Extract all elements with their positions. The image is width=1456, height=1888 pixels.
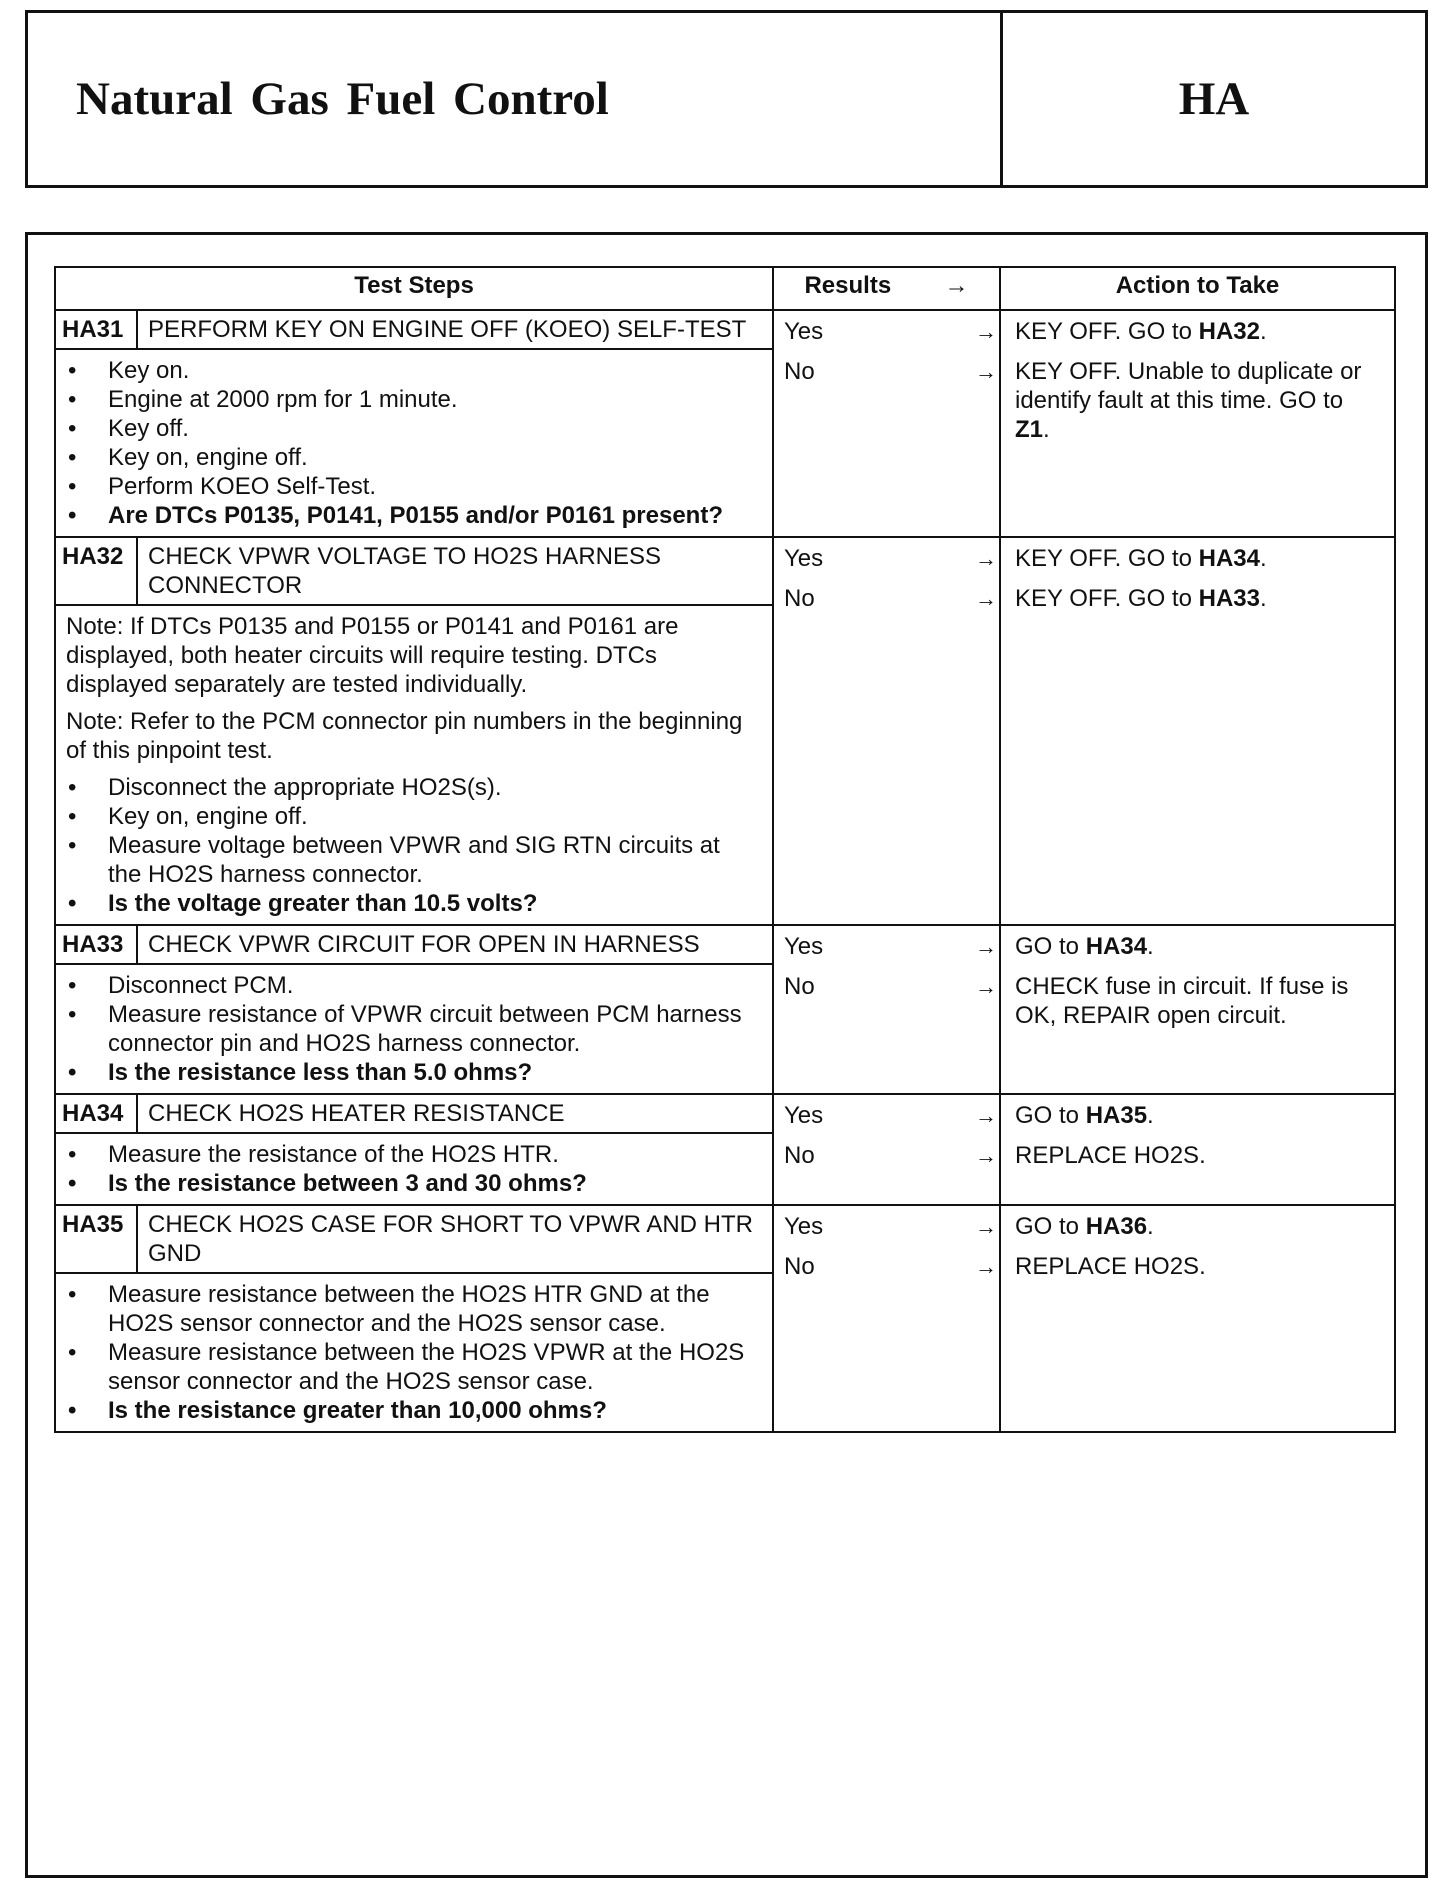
step-bullet-list — [66, 1140, 758, 1198]
result-label: Yes — [784, 1213, 824, 1240]
result-option — [774, 932, 999, 972]
step-title: CHECK HO2S HEATER RESISTANCE — [137, 1094, 773, 1133]
action-cell — [1000, 310, 1395, 537]
step-question: • Is the resistance greater than 10,000 ohms? — [66, 1396, 758, 1425]
step-title-row — [55, 1094, 1395, 1133]
action-text — [1015, 932, 1384, 972]
action-text — [1015, 1101, 1384, 1141]
results-cell — [773, 537, 1000, 925]
arrow-icon: → — [975, 586, 997, 611]
step-id: HA35 — [55, 1205, 137, 1273]
step-reference-link: HA34 — [1085, 933, 1148, 960]
list-item: • Measure resistance between the HO2S HTR GND at the HO2S sensor connector and the HO2S sensor case. — [66, 1280, 758, 1338]
result-option — [774, 584, 999, 624]
step-reference-link: HA35 — [1085, 1102, 1148, 1129]
action-suffix: . — [1259, 545, 1267, 572]
action-instruction: REPLACE HO2S. — [1015, 1253, 1206, 1280]
list-item: • Key off. — [66, 414, 758, 443]
action-text — [1015, 1141, 1384, 1181]
step-reference-link: HA33 — [1198, 585, 1260, 612]
action-instruction: CHECK fuse in circuit. If fuse is OK, REPAIR open circuit. — [1015, 973, 1349, 1029]
list-item: • Disconnect PCM. — [66, 971, 758, 1000]
results-cell — [773, 1205, 1000, 1432]
action-cell — [1000, 1205, 1395, 1432]
page-header — [25, 10, 1428, 188]
list-item: • Measure resistance between the HO2S VPWR at the HO2S sensor connector and the HO2S sensor case. — [66, 1338, 758, 1396]
action-text — [1015, 544, 1384, 584]
result-option — [774, 544, 999, 584]
result-label: Yes — [784, 1102, 824, 1129]
arrow-icon: → — [975, 1143, 997, 1168]
step-bullet-list — [66, 356, 758, 530]
arrow-icon: → — [975, 359, 997, 384]
arrow-icon: → — [944, 272, 969, 299]
list-item: • Measure voltage between VPWR and SIG RTN circuits at the HO2S harness connector. — [66, 831, 758, 889]
step-title: CHECK VPWR VOLTAGE TO HO2S HARNESS CONNECTOR — [137, 537, 773, 605]
table-body — [55, 310, 1395, 1432]
step-bullet-list — [66, 773, 758, 918]
list-item: • Key on. — [66, 356, 758, 385]
action-suffix: . — [1259, 585, 1267, 612]
step-id: HA32 — [55, 537, 137, 605]
step-title: CHECK HO2S CASE FOR SHORT TO VPWR AND HTR GND — [137, 1205, 773, 1273]
step-instructions — [55, 964, 773, 1094]
result-label: No — [784, 585, 815, 612]
list-item: • Disconnect the appropriate HO2S(s). — [66, 773, 758, 802]
action-cell — [1000, 537, 1395, 925]
step-reference-link: HA36 — [1085, 1213, 1148, 1240]
action-suffix: . — [1147, 1213, 1154, 1240]
action-cell — [1000, 925, 1395, 1094]
arrow-icon: → — [975, 1103, 997, 1128]
page-title: Natural Gas Fuel Control — [76, 73, 609, 125]
step-title: PERFORM KEY ON ENGINE OFF (KOEO) SELF-TEST — [137, 310, 773, 349]
list-item: • Perform KOEO Self-Test. — [66, 472, 758, 501]
list-item: • Engine at 2000 rpm for 1 minute. — [66, 385, 758, 414]
step-reference-link: HA34 — [1198, 545, 1260, 572]
arrow-icon: → — [975, 1254, 997, 1279]
list-item: • Measure resistance of VPWR circuit between PCM harness connector pin and HO2S harness connector. — [66, 1000, 758, 1058]
result-option — [774, 1101, 999, 1141]
step-reference-link: Z1 — [1015, 416, 1044, 443]
result-option — [774, 972, 999, 1012]
results-cell — [773, 310, 1000, 537]
result-option — [774, 357, 999, 397]
step-instructions — [55, 1273, 773, 1432]
header-test-steps: Test Steps — [55, 267, 773, 310]
results-cell — [773, 1094, 1000, 1205]
step-id: HA34 — [55, 1094, 137, 1133]
step-id: HA33 — [55, 925, 137, 964]
result-option — [774, 1252, 999, 1292]
action-suffix: . — [1043, 416, 1050, 443]
action-suffix: . — [1147, 933, 1154, 960]
action-text — [1015, 1212, 1384, 1252]
result-option — [774, 1212, 999, 1252]
list-item: • Key on, engine off. — [66, 802, 758, 831]
arrow-icon: → — [975, 974, 997, 999]
action-suffix: . — [1147, 1102, 1154, 1129]
step-bullet-list — [66, 1280, 758, 1425]
action-suffix: . — [1259, 318, 1267, 345]
header-action: Action to Take — [1000, 267, 1395, 310]
step-title-row — [55, 925, 1395, 964]
action-instruction: KEY OFF. Unable to duplicate or identify fault at this time. GO to — [1015, 358, 1362, 414]
result-label: No — [784, 1253, 815, 1280]
step-question: • Is the resistance between 3 and 30 ohms? — [66, 1169, 758, 1198]
action-instruction: KEY OFF. GO to — [1015, 585, 1199, 612]
results-cell — [773, 925, 1000, 1094]
header-results — [773, 267, 1000, 310]
action-instruction: GO to — [1015, 933, 1086, 960]
action-cell — [1000, 1094, 1395, 1205]
action-instruction: KEY OFF. GO to — [1015, 545, 1199, 572]
step-title-row — [55, 537, 1395, 605]
result-label: Yes — [784, 933, 824, 960]
step-title-row — [55, 310, 1395, 349]
step-question: • Is the voltage greater than 10.5 volts? — [66, 889, 758, 918]
action-text — [1015, 317, 1384, 357]
step-id: HA31 — [55, 310, 137, 349]
result-option — [774, 317, 999, 357]
action-instruction: GO to — [1015, 1213, 1086, 1240]
step-question: • Is the resistance less than 5.0 ohms? — [66, 1058, 758, 1087]
test-steps-table — [54, 266, 1396, 1433]
step-title-row — [55, 1205, 1395, 1273]
result-label: No — [784, 358, 815, 385]
table-header-row — [55, 267, 1395, 310]
arrow-icon: → — [975, 934, 997, 959]
action-instruction: GO to — [1015, 1102, 1086, 1129]
header-results-label: Results — [804, 272, 892, 299]
step-question: • Are DTCs P0135, P0141, P0155 and/or P0161 present? — [66, 501, 758, 530]
action-text — [1015, 584, 1384, 624]
step-title: CHECK VPWR CIRCUIT FOR OPEN IN HARNESS — [137, 925, 773, 964]
step-reference-link: HA32 — [1198, 318, 1260, 345]
result-label: No — [784, 1142, 815, 1169]
result-option — [774, 1141, 999, 1181]
action-text — [1015, 1252, 1384, 1292]
action-text — [1015, 972, 1384, 1030]
step-bullet-list — [66, 971, 758, 1087]
arrow-icon: → — [975, 1214, 997, 1239]
step-note: Note: Refer to the PCM connector pin numbers in the beginning of this pinpoint test. — [66, 708, 743, 764]
action-instruction: REPLACE HO2S. — [1015, 1142, 1206, 1169]
action-instruction: KEY OFF. GO to — [1015, 318, 1199, 345]
step-note: Note: If DTCs P0135 and P0155 or P0141 and P0161 are displayed, both heater circuits will require testing. DTCs displayed separately are tested individually. — [66, 613, 679, 698]
result-label: Yes — [784, 545, 824, 572]
list-item: • Measure the resistance of the HO2S HTR. — [66, 1140, 758, 1169]
step-instructions — [55, 1133, 773, 1205]
result-label: No — [784, 973, 815, 1000]
result-label: Yes — [784, 318, 824, 345]
list-item: • Key on, engine off. — [66, 443, 758, 472]
step-instructions — [55, 349, 773, 537]
action-text — [1015, 357, 1384, 444]
arrow-icon: → — [975, 319, 997, 344]
section-code: HA — [1000, 13, 1425, 185]
step-instructions — [55, 605, 773, 925]
arrow-icon: → — [975, 546, 997, 571]
